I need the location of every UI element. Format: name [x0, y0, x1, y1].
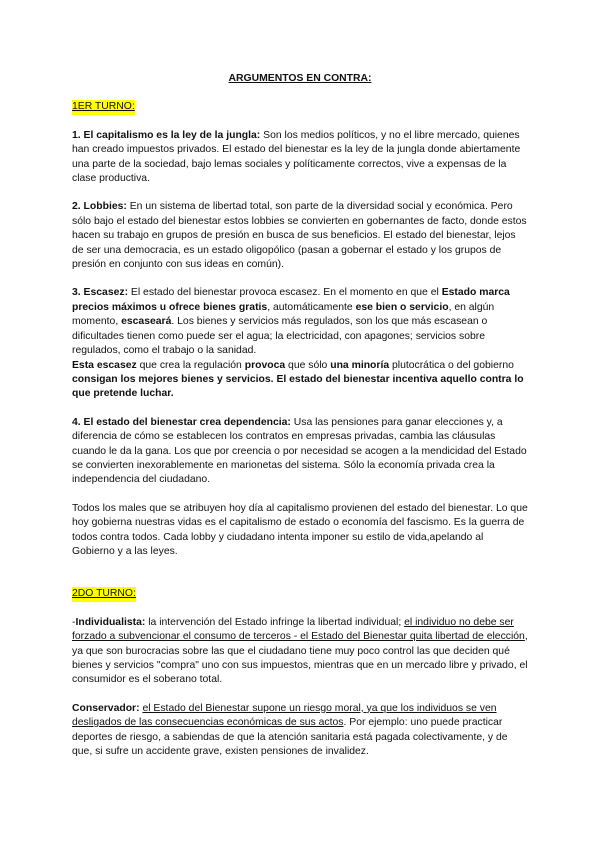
turn2-heading: 2DO TURNO: — [72, 587, 136, 601]
conservador-underlined: el Estado del Bienestar supone un riesgo moral, ya que los individuos se ven desligados de las consecuencias económicas de sus actos — [72, 702, 497, 729]
argument-3b-bold-2: provoca — [244, 359, 286, 371]
conservador-heading: Conservador: — [72, 702, 140, 714]
argument-3-text-1: El estado del bienestar provoca escasez. En el momento en que el — [128, 287, 442, 299]
argument-3-text-2: , automáticamente — [267, 301, 356, 313]
conservador-paragraph — [72, 702, 528, 760]
individualista-text-1: la intervención del Estado infringe la libertad individual; — [145, 616, 405, 628]
argument-3b-text-1: que crea la regulación — [136, 359, 245, 371]
argument-3b-paragraph — [72, 359, 528, 402]
argument-4-text: Usa las pensiones para ganar elecciones y, a diferencia de cómo se establecen los contratos en empresas privadas, cambia las cláusulas cuando le da la gana. Los que por creencia o por necesidad se acogen a la mendicidad del Estado se convierten inexorablemente en marionetas del sistema. Sólo la economía privada crea la independencia del ciudadano. — [72, 416, 527, 486]
argument-3b-bold-3: una minoría — [330, 359, 390, 371]
argument-3-bold-1: Estado marca precios máximos u ofrece bienes gratis — [72, 287, 510, 313]
argument-3-bold-2: ese bien o servicio — [355, 301, 449, 313]
argument-3-text-4: . Los bienes y servicios más regulados, son los que más escasean o dificultades tienen como puede ser el agua; la electricidad, con apagones; servicios sobre regulados, como el trabajo o la sanidad. — [72, 316, 488, 357]
argument-1-heading: 1. El capitalismo es la ley de la jungla: — [72, 129, 261, 141]
argument-4-paragraph — [72, 416, 528, 488]
argument-2-heading: 2. Lobbies: — [72, 201, 127, 213]
turn2-heading-wrap — [72, 587, 528, 601]
individualista-paragraph — [72, 616, 528, 688]
spacer — [72, 573, 528, 587]
individualista-text-2: , ya que son burocracias sobre las que el ciudadano tiene muy poco control las que deciden qué bienes y servicios "compra" uno con sus impuestos, mientras que en un mercado libre y privado, el consumidor es el soberano total. — [72, 631, 528, 686]
conclusion-paragraph: Todos los males que se atribuyen hoy día al capitalismo provienen del estado del bienestar. Lo que hoy gobierna nuestras vidas es el capitalismo de estado o economía del fascismo. Es la guerra de todos contra todos. Cada lobby y ciudadano intenta imponer su estilo de vida,apelando al Gobierno y a las leyes. — [72, 502, 528, 557]
argument-2-paragraph — [72, 200, 528, 272]
individualista-heading: Individualista: — [75, 616, 146, 628]
argument-3-text-3: , en algún momento, — [72, 301, 495, 328]
page-title: ARGUMENTOS EN CONTRA: — [228, 73, 372, 84]
argument-4-heading: 4. El estado del bienestar crea dependencia: — [72, 416, 291, 428]
argument-3b-text-2: que sólo — [285, 359, 331, 371]
argument-3-bold-3: escaseará — [121, 316, 172, 328]
argument-1-text: Son los medios políticos, y no el libre mercado, quienes han creado impuestos privados. El estado del bienestar es la ley de la jungla donde abiertamente una parte de la sociedad, bajo lemas sociales y políticamente correctos, vive a expensas de la clase productiva. — [72, 129, 521, 185]
turn1-heading-wrap — [72, 100, 528, 114]
argument-3-paragraph — [72, 286, 528, 358]
conservador-text-2: . Por ejemplo: uno puede practicar deportes de riesgo, a sabiendas de que la atención sanitaria está pagada colectivamente, y de que, si sufre un accidente grave, existen pensiones de invalidez. — [72, 717, 508, 758]
argument-2-text: En un sistema de libertad total, son parte de la diversidad social y económica. Pero sólo bajo el estado del bienestar estos lobbies se convierten en gobernantes de facto, donde estos hacen su trabajo en grupos de presión en busca de sus beneficios. El estado del bienestar, lejos de ser una democracia, es un estado oligopólico (pasan a gobernar el estado y los grupos de presión en conjunto con sus ideas en común). — [72, 201, 527, 271]
argument-3b-bold-4: consigan los mejores bienes y servicios. El estado del bienestar incentiva aquello contra lo que pretende luchar. — [72, 373, 524, 400]
argument-3b-text-3: plutocrática o del gobierno — [389, 359, 514, 371]
argument-3-heading: 3. Escasez: — [72, 287, 129, 299]
individualista-dash: - — [72, 616, 76, 628]
individualista-underlined: el individuo no debe ser forzado a subvencionar el consumo de terceros - el Estado del Bienestar quita libertad de elección — [72, 616, 525, 643]
argument-3b-bold-1: Esta escasez — [72, 359, 137, 371]
turn1-heading: 1ER TURNO: — [72, 100, 135, 114]
argument-1-paragraph — [72, 129, 528, 187]
